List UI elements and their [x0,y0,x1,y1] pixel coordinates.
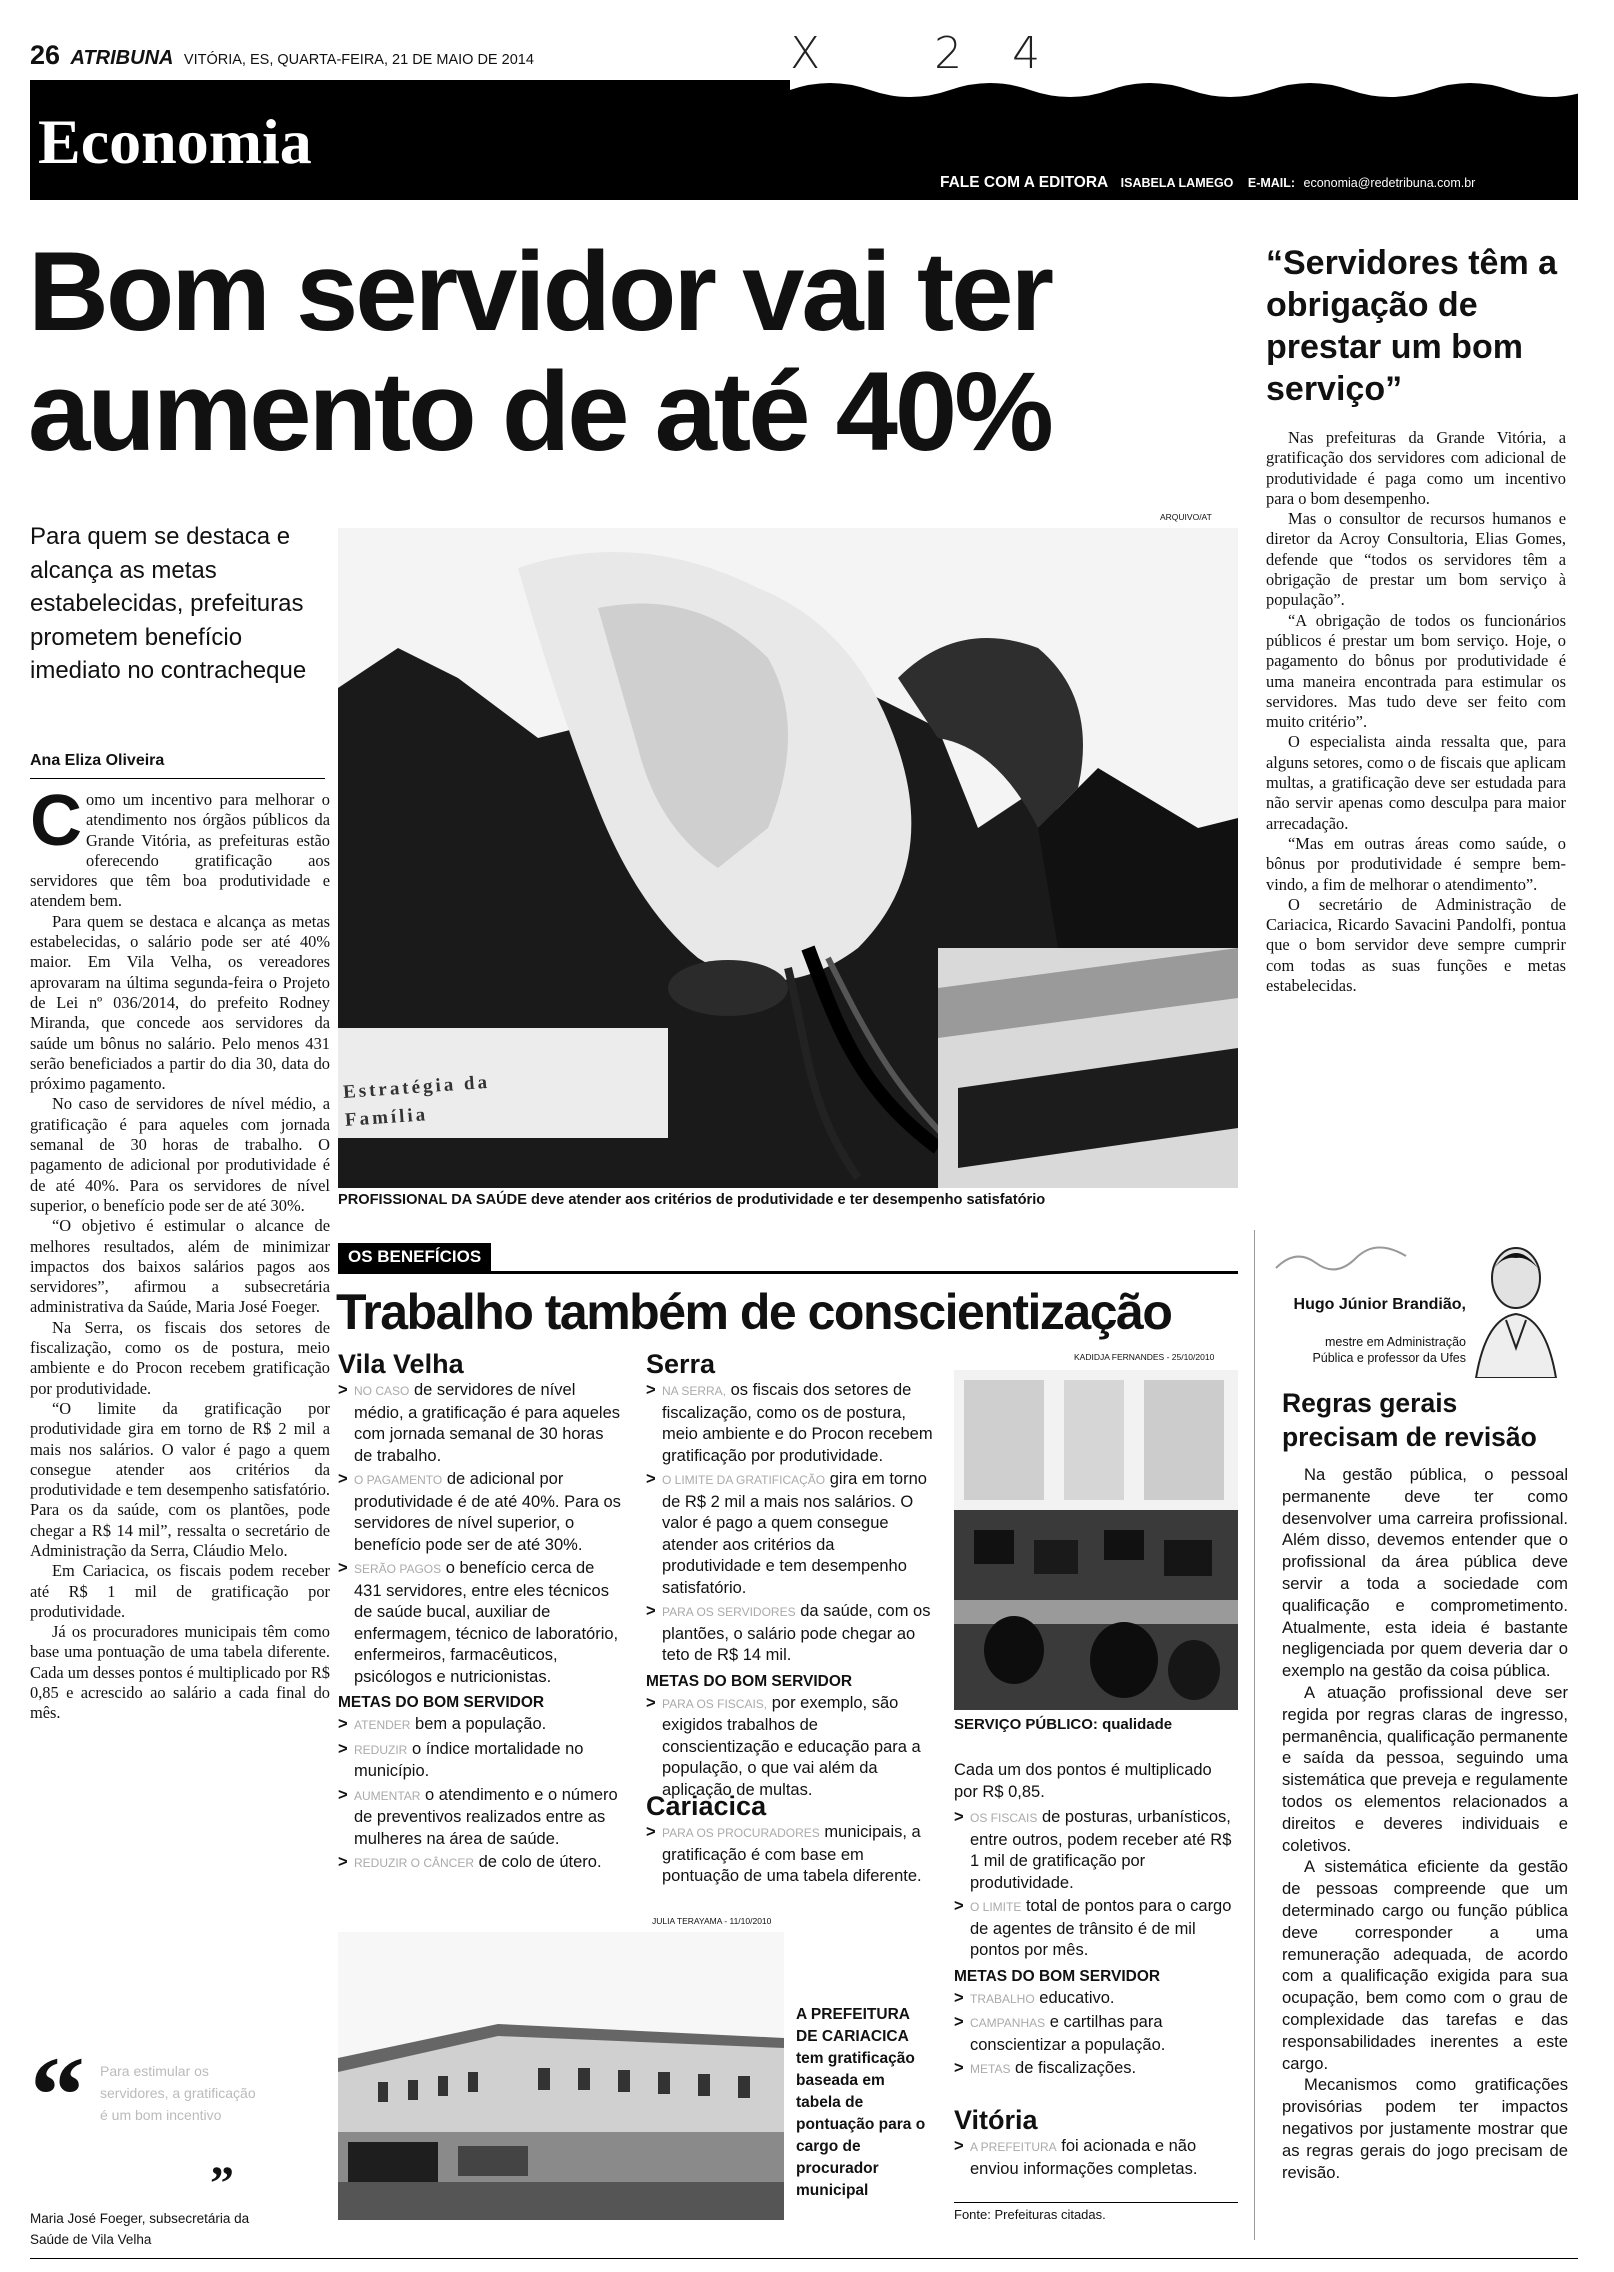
serra-title: Serra [646,1349,716,1379]
vitoria-section [954,2104,1238,2184]
benefits-title: Trabalho também de conscientização [336,1284,1172,1340]
article-paragraph-2: Para quem se destaca e alcança as metas estabelecidas, o salário pode ser até 40% maior. Em Vila Velha, os vereadores aprovaram na última segunda-feira o Projeto de Lei nº 036/2014, do prefeito Rodney Miranda, que concede aos servidores da saúde um bônus no salário. Pelo menos 431 serão beneficiados a partir do dia 30, data do próximo pagamento. [30,911,330,1094]
article-paragraph-3: No caso de servidores de nível médio, a gratificação é para aqueles com jornada semanal de 30 horas de trabalho. O pagamento de adicional por produtividade é de até 40%. Para os servidores de nível superior, o benefício pode ser de até 30%. [30,1094,330,1215]
serra-section [646,1348,938,1799]
close-quote-mark: ” [210,2157,234,2210]
vila-velha-meta-2: > REDUZIR o índice mortalidade no município. [338,1739,626,1783]
opinion-title: Regras gerais precisam de revisão [1282,1388,1537,1452]
opinion-paragraph-3: A sistemática eficiente da gestão de pessoas compreende que um determinado cargo ou função pública deve corresponder a uma remuneração adequada, de acordo com a qualificação exigida para sua ocupação, bem como com o grau de complexidade das tarefas e das responsabilidades inerentes a este cargo. [1282,1857,1568,2073]
cariacica-section [646,1790,938,1900]
pull-quote-attribution: Maria José Foeger, subsecretária da Saúde de Vila Velha [30,2211,250,2247]
office-image [954,1370,1238,1710]
byline: Ana Eliza Oliveira [30,752,325,779]
vila-velha-section [338,1348,626,1908]
photo-banner-text: Estratégia da Família [342,1071,491,1131]
office-photo-caption: SERVIÇO PÚBLICO: qualidade [954,1716,1173,1733]
vila-velha-title: Vila Velha [338,1349,464,1379]
benefits-photo-credit: KADIDJA FERNANDES - 25/10/2010 [1074,1352,1215,1362]
vila-velha-metas-title: METAS DO BOM SERVIDOR [338,1694,545,1711]
building-image [338,1932,784,2220]
opinion-author-box [1266,1238,1566,1378]
headline-line-2: aumento de até 40% [28,349,1051,474]
page-dateline [30,40,630,74]
building-photo-caption: A PREFEITURA DE CARIACICA tem gratificação baseada em tabela de pontuação para o cargo de procurador municipal [796,2006,926,2199]
email-label: E-MAIL: [1247,176,1296,190]
sidebar-quote-body [1266,428,1566,1188]
source-note: Fonte: Prefeituras citadas. [954,2202,1238,2227]
opinion-body [1282,1464,1568,2254]
serra-item-2: > O LIMITE DA GRATIFICAÇÃO gira em torno de R$ 2 mil a mais nos salários. O valor é pago a quem consegue atender aos critérios da produtividade e tem desempenho satisfatório. [646,1469,938,1599]
serra-meta-1: > PARA OS FISCAIS, por exemplo, são exigidos trabalhos de conscientização e educação para a população, o que vai além da aplicação de multas. [646,1693,938,1802]
headline-line-1: Bom servidor vai ter [28,229,1052,354]
vila-velha-item-2: > O PAGAMENTO de adicional por produtividade é de até 40%. Para os servidores de nível superior, o benefício pode ser de até 30%. [338,1469,626,1556]
cariacica-meta-3: > METAS de fiscalizações. [954,2058,1238,2081]
vitoria-title: Vitória [954,2105,1038,2135]
serra-metas-title: METAS DO BOM SERVIDOR [646,1672,853,1690]
page-number: 26 [30,40,61,70]
cariacica-item-3: > O LIMITE total de pontos para o cargo de agentes de trânsito é de mil pontos por mês. [954,1896,1238,1962]
opinion-paragraph-2: A atuação profissional deve ser regida por regras claras de ingresso, permanência, qualificação permanente e saída da pessoa, seguindo uma sistemática que preveja e regulamente todos os elementos relacionados a direitos e deveres individuais e coletivos. [1282,1682,1568,1855]
vila-velha-meta-3: > AUMENTAR o atendimento e o número de preventivos realizados entre as mulheres na área de saúde. [338,1785,626,1851]
author-portrait [1466,1238,1566,1378]
cariacica-title: Cariacica [646,1791,767,1821]
photo-credit: ARQUIVO/AT [1160,512,1212,522]
benefits-tag-bar [338,1243,1238,1274]
sidebar-paragraph-6: O secretário de Administração de Cariacica, Ricardo Savacini Pandolfi, pontua que o bom servidor deve sempre cumprir com todas as suas funções e metas estabelecidas. [1266,894,1566,996]
cariacica-metas-title: METAS DO BOM SERVIDOR [954,1967,1161,1985]
headline [28,229,1258,482]
cariacica-meta-2: > CAMPANHAS e cartilhas para conscientizar a população. [954,2012,1238,2056]
article-paragraph-8: Já os procuradores municipais têm como base uma pontuação de uma tabela diferente. Cada um desses pontos é multiplicado por R$ 0,85 e acrescido ao salário a cada final do mês. [30,1622,331,1723]
opinion-paragraph-1: Na gestão pública, o pessoal permanente deve ter como desenvolver uma carreira profissional. Além disso, devemos entender que o profissional da área pública deve servir a toda a sociedade com qualificação e comprometimento. Atualmente, esta ideia é bastante negligenciada por quem deveria dar o exemplo na gestão da coisa pública. [1282,1465,1568,1681]
cariacica-points-text: Cada um dos pontos é multiplicado por R$ 0,85. [954,1761,1212,1801]
serra-item-1: > NA SERRA, os fiscais dos setores de fiscalização, como os de postura, meio ambiente e do Procon recebem gratificação por produtividade. [646,1380,938,1467]
section-title: Economia [38,106,312,177]
handwritten-mark: X 24 [790,28,1091,79]
dateline-text: VITÓRIA, ES, QUARTA-FEIRA, 21 DE MAIO DE 2014 [183,52,534,68]
sidebar-paragraph-3: “A obrigação de todos os funcionários públicos é prestar um bom serviço. Hoje, o pagamento do bônus por produtividade é uma maneira encontrada para estimular os servidores. Mas tudo deve ser feito com muito critério”. [1266,610,1566,732]
sidebar-paragraph-4: O especialista ainda ressalta que, para alguns setores, como o de fiscais que aplicam multas, a gratificação deve ser estudada para não servir apenas como desculpa para maior arrecadação. [1266,732,1566,833]
vila-velha-item-1: > NO CASO de servidores de nível médio, a gratificação é para aqueles com jornada semanal de 30 horas de trabalho. [338,1380,626,1467]
vila-velha-meta-1: > ATENDER bem a população. [338,1714,626,1737]
dropcap: C [30,781,82,861]
pull-quote [30,2034,330,2250]
main-photo-caption: PROFISSIONAL DA SAÚDE deve atender aos critérios de produtividade e ter desempenho satisfatório [338,1192,1046,1208]
divider-bottom-rule [30,2258,1578,2259]
building-photo-credit: JULIA TERAYAMA - 11/10/2010 [652,1916,772,1926]
main-photo [338,528,1238,1188]
article-paragraph-6: “O limite da gratificação por produtividade gira em torno de R$ 2 mil a mais nos salários. O valor é pago a quem consegue atender aos critérios da produtividade e tem desempenho satisfatório. Para os da saúde, com os plantões, pode chegar a R$ 14 mil”, ressalta o secretário de Administração da Serra, Cláudio Melo. [30,1398,330,1560]
sidebar-paragraph-5: “Mas em outras áreas como saúde, o bônus por produtividade é sempre bem-vindo, a fim de melhorar o atendimento”. [1266,833,1566,894]
article-paragraph-7: Em Cariacica, os fiscais podem receber até R$ 1 mil de gratificação por produtividade. [30,1561,330,1621]
cariacica-continued [954,1760,1238,2090]
building-photo [338,1932,784,2220]
vila-velha-meta-4: > REDUZIR O CÂNCER de colo de útero. [338,1852,626,1875]
cariacica-item-2: > OS FISCAIS de posturas, urbanísticos, entre outros, podem receber até R$ 1 mil de gratificação por produtividade. [954,1807,1238,1894]
sidebar-paragraph-1: Nas prefeituras da Grande Vitória, a gratificação dos servidores com adicional de produtividade é paga como um incentivo para o bom desempenho. [1266,428,1566,508]
pull-quote-text: Para estimular os servidores, a gratificação é um bom incentivo [100,2063,256,2123]
serra-item-3: > PARA OS SERVIDORES da saúde, com os plantões, o salário pode chegar ao teto de R$ 14 mil. [646,1601,938,1667]
benefits-tag: OS BENEFÍCIOS [338,1243,491,1271]
open-quote-mark: “ [30,2034,85,2156]
vitoria-item-1: > A PREFEITURA foi acionada e não enviou informações completas. [954,2136,1238,2180]
editor-name: ISABELA LAMEGO [1120,176,1234,190]
office-photo [954,1370,1238,1710]
section-banner [30,80,1578,200]
vila-velha-item-3: > SERÃO PAGOS o benefício cerca de 431 servidores, entre eles técnicos de saúde bucal, auxiliar de enfermagem, técnico de laboratório, enfermeiros, farmacêuticos, psicólogos e nutricionistas. [338,1558,626,1688]
sidebar-paragraph-2: Mas o consultor de recursos humanos e diretor da Acroy Consultoria, Elias Gomes, defende que “todos os servidores têm a obrigação de prestar um bom serviço à população”. [1266,509,1566,610]
cariacica-meta-1: > TRABALHO educativo. [954,1988,1238,2011]
email-link[interactable]: economia@redetribuna.com.br [1303,176,1476,190]
author-bio: mestre em Administração Pública e professor da Ufes [1312,1335,1466,1365]
deck: Para quem se destaca e alcança as metas estabelecidas, prefeituras prometem benefício imediato no contracheque [30,523,307,684]
editor-label: FALE COM A EDITORA [940,174,1109,191]
article-paragraph-5: Na Serra, os fiscais dos setores de fiscalização, como os de postura, meio ambiente e do Procon recebem gratificação por produtividade. [30,1317,330,1398]
editor-contact [940,174,1578,196]
author-name: Hugo Júnior Brandião, [1293,1296,1466,1313]
cariacica-item-1: > PARA OS PROCURADORES municipais, a gratificação é com base em pontuação de uma tabela diferente. [646,1822,938,1888]
paper-name: ATRIBUNA [70,47,174,69]
author-signature-icon [1266,1238,1416,1278]
wave-decoration [790,80,1578,104]
article-paragraph-1: Como um incentivo para melhorar o atendimento nos órgãos públicos da Grande Vitória, as prefeituras estão oferecendo gratificação aos servidores que têm boa produtividade e atendem bem. [30,781,330,911]
article-paragraph-4: “O objetivo é estimular o alcance de melhores resultados, além de minimizar impactos dos baixos salários pagos aos servidores”, afirmou a subsecretária administrativa da Saúde, Maria José Foeger. [30,1216,330,1317]
sidebar-quote-title: “Servidores têm a obrigação de prestar um bom serviço” [1266,244,1558,408]
divider-right-column [1254,1230,1255,2240]
main-article [30,781,331,2030]
opinion-paragraph-4: Mecanismos como gratificações provisórias podem ter impactos negativos por justamente mostrar que as regras gerais do jogo precisam de revisão. [1282,2075,1568,2182]
